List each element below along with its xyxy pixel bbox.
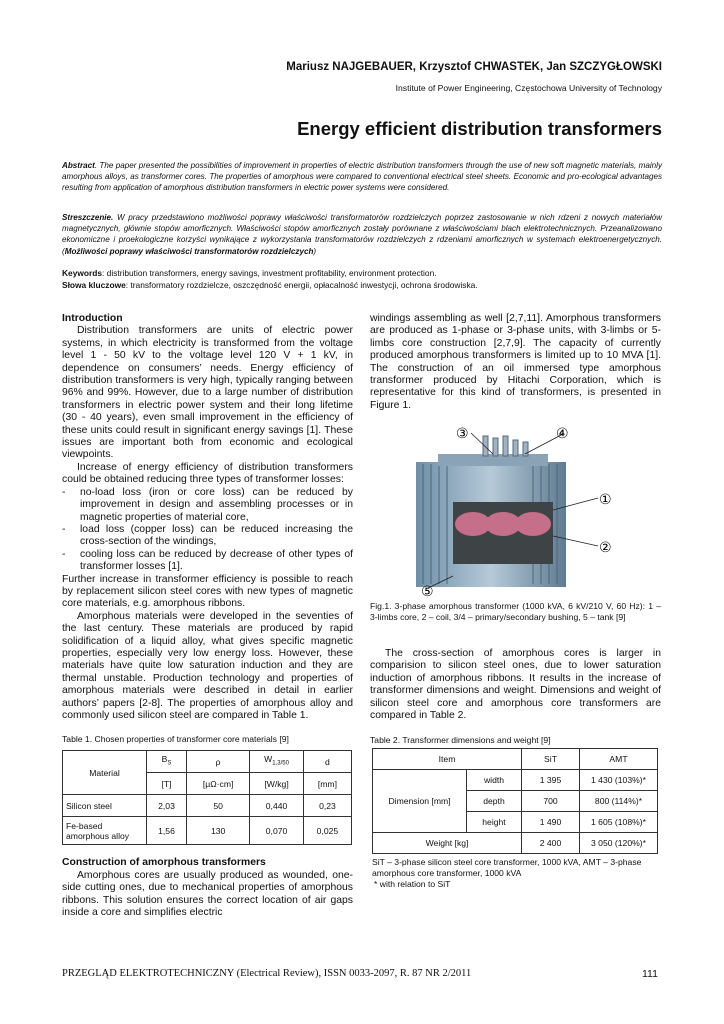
table-cell: Fe-based amorphous alloy — [63, 817, 147, 845]
section-heading-introduction: Introduction — [62, 313, 123, 324]
figure-label-4: ④ — [556, 426, 569, 442]
table-cell: 0,025 — [303, 817, 351, 845]
table-row — [63, 795, 352, 817]
table-header-loss: $W_{1,3/50}$ — [250, 751, 304, 773]
paragraph: The cross-section of amorphous cores is larger in comparision to silicon steel ones, due to lower saturation induction of amorphous ribbons. It results in the increase of transformer dimensions and weight. Dimensions and weight of silicon steel core and amorphous core transformers are compared in Table 2. — [370, 648, 661, 722]
table-cell: depth — [467, 791, 522, 812]
section-heading-construction: Construction of amorphous transformers — [62, 857, 266, 869]
table-row — [373, 833, 658, 854]
keywords-text: : distribution transformers, energy savings, investment profitability, environment protection. — [102, 268, 437, 278]
table-header-item: Item — [373, 749, 522, 770]
streszczenie-close: ) — [313, 246, 317, 256]
paragraph: Distribution transformers are units of electric power systems, in which electricity is transformed from the voltage level 1 - 50 kV to the voltage level 120 V + 1 kV, in dependence on consumers’ needs. Energy efficiency of distribution transformers is very high, typically ranging between 96% and 99%. However, due to a large number of distribution transformers in electric power system and their long lifetime (30 - 40 years), even small improvement in the efficiency of these units could result in significant energy savings [1]. These issues are important both from economic and ecological viewpoints. — [62, 325, 353, 461]
paragraph: windings assembling as well [2,7,11]. Amorphous transformers are produced as 1-phase or 3-phase units, with 3-limbs or 5-limbs core construction [2,7,9]. The capacity of currently produced amorphous transformers is limited up to 10 MVA [1]. The construction of an oil immersed type amorphous transformer produced by Hitachi Corporation, which is representative for this kind of transformers, is presented in Figure 1. — [370, 313, 661, 411]
table-cell: 1 490 — [522, 812, 580, 833]
table-cell-weight: Weight [kg] — [373, 833, 522, 854]
list-item-text: no-load loss (iron or core loss) can be reduced by improvement in design and assembling processes or in magnetic properties of material core, — [80, 486, 353, 523]
table2-caption: Table 2. Transformer dimensions and weight [9] — [370, 735, 551, 745]
streszczenie-label: Streszczenie. — [62, 213, 114, 222]
keywords-en — [62, 268, 662, 280]
table2 — [372, 748, 658, 854]
abstract-polish — [62, 212, 662, 257]
keywords-pl — [62, 280, 662, 292]
figure-caption: Fig.1. 3-phase amorphous transformer (1000 kVA, 6 kV/210 V, 60 Hz): 1 – 3-limbs core, 2 – coil, 3/4 – primary/secondary bushing, 5 – tank [9] — [370, 601, 661, 622]
table-cell: 1 605 (108%)* — [580, 812, 658, 833]
table-header-thickness: d — [303, 751, 351, 773]
table-cell: 700 — [522, 791, 580, 812]
page-number: 111 — [642, 968, 658, 980]
table1-caption: Table 1. Chosen properties of transformer core materials [9] — [62, 734, 289, 745]
dash-marker: - — [62, 486, 66, 498]
figure-label-1: ① — [599, 492, 612, 508]
table-cell: 50 — [187, 795, 250, 817]
table-cell: 0,070 — [250, 817, 304, 845]
table-unit: [W/kg] — [250, 773, 304, 795]
table-cell: 0,440 — [250, 795, 304, 817]
affiliation: Institute of Power Engineering, Częstochowa University of Technology — [395, 83, 662, 93]
table-cell: 3 050 (120%)* — [580, 833, 658, 854]
table-header-rho: ρ — [187, 751, 250, 773]
author-list: Mariusz NAJGEBAUER, Krzysztof CHWASTEK, Jan SZCZYGŁOWSKI — [286, 61, 662, 73]
table-header-amt: AMT — [580, 749, 658, 770]
paragraph: Amorphous materials were developed in the seventies of the last century. These materials are produced by rapid solidification of a liquid alloy, what gives specific magnetic properties, especially very low energy loss. However, these materials have quite low saturation induction and they are thermal unstable. Production technology and properties of amorphous materials were described in detail in earlier authors’ papers [2-8]. The properties of amorphous alloy and commonly used silicon steel are compared in Table 1. — [62, 610, 353, 721]
abstract — [62, 160, 662, 194]
table-cell: 2 400 — [522, 833, 580, 854]
table-unit: [T] — [147, 773, 187, 795]
table1 — [62, 750, 352, 845]
table-cell: 130 — [187, 817, 250, 845]
right-column-continued — [370, 648, 661, 722]
streszczenie-text: W pracy przedstawiono możliwości poprawy właściwości transformatorów rozdzielczych poprzez zastosowanie w nich rdzeni z nowych materiałów magnetycznych, głównie stopów amorficznych. Właściwości stopów amorficznych zostały porównane z właściwościami blach elektrotechnicznych. Przeanalizowano ekonomiczne i proekologiczne korzyści wynikające z wykorzystania transformatorów rozdzielczych z rdzeniami amorficznych w systemach elektroenergetycznych. ( — [62, 213, 662, 256]
list-item — [62, 487, 353, 524]
keywords-label: Keywords — [62, 268, 103, 278]
paragraph: Increase of energy efficiency of distribution transformers could be obtained reducing three types of transformer losses: — [62, 461, 353, 486]
table-cell: 0,23 — [303, 795, 351, 817]
list-item — [62, 524, 353, 549]
figure-label-2: ② — [599, 540, 612, 556]
list-item — [62, 549, 353, 574]
table-header-bs: $B_S$ — [147, 751, 187, 773]
table-cell: height — [467, 812, 522, 833]
keywords-label-pl: Słowa kluczowe — [62, 279, 126, 290]
journal-footer: PRZEGLĄD ELEKTROTECHNICZNY (Electrical Review), ISSN 0033-2097, R. 87 NR 2/2011 — [62, 968, 472, 979]
coil — [515, 512, 551, 536]
table-cell: Silicon steel — [63, 795, 147, 817]
keywords-text-pl: : transformatory rozdzielcze, oszczędność energii, opłacalność inwestycji, ochrona środowiska. — [125, 279, 478, 290]
table2-note: SiT – 3-phase silicon steel core transformer, 1000 kVA, AMT – 3-phase amorphous core transformer, 1000 kVA — [372, 857, 642, 878]
paper-title: Energy efficient distribution transformers — [297, 118, 662, 139]
table-cell: 1 430 (103%)* — [580, 770, 658, 791]
table-unit: [μΩ·cm] — [187, 773, 250, 795]
table-cell-dimension: Dimension [mm] — [373, 770, 467, 833]
paragraph: Further increase in transformer efficiency is possible to reach by replacement silicon steel cores with new types of magnetic core materials, e.g. amorphous ribbons. — [62, 573, 353, 610]
table-header-material: Material — [63, 751, 147, 795]
transformer-figure — [413, 424, 618, 599]
table-cell: 1 395 — [522, 770, 580, 791]
abstract-label: Abstract — [62, 161, 95, 170]
polish-title: Możliwości poprawy właściwości transformatorów rozdzielczych — [64, 246, 314, 256]
abstract-text: . The paper presented the possibilities of improvement in properties of electric distribution transformers through the use of new soft magnetic materials, mainly amorphous alloys, as transformer cores. The properties of amorphous were compared to conventional electrical steel sheets. Economic and pro-ecological advantages resulting from application of amorphous distribution transformers in electric power systems were considered. — [62, 161, 662, 193]
left-column — [62, 313, 353, 919]
right-column — [370, 313, 661, 412]
table-cell: 800 (114%)* — [580, 791, 658, 812]
paragraph: Amorphous cores are usually produced as wounded, one-side cutting ones, due to mechanical properties of amorphous ribbons. This solution ensures the correct location of air gaps inside a core and simplifies electric — [62, 869, 353, 919]
table-row — [63, 817, 352, 845]
figure-label-5: ⑤ — [421, 584, 434, 599]
table-cell: width — [467, 770, 522, 791]
list-item-text: load loss (copper loss) can be reduced increasing the cross-section of the windings, — [80, 523, 353, 548]
dash-marker: - — [62, 523, 66, 535]
table-unit: [mm] — [303, 773, 351, 795]
table-cell: 1,56 — [147, 817, 187, 845]
table-cell: 2,03 — [147, 795, 187, 817]
list-item-text: cooling loss can be reduced by decrease of other types of transformer losses [1]. — [80, 548, 353, 573]
table-header-sit: SiT — [522, 749, 580, 770]
bushings — [483, 436, 528, 456]
table-row — [373, 770, 658, 791]
dash-marker: - — [62, 548, 66, 560]
table2-footnote: * with relation to SiT — [374, 879, 451, 889]
keywords-block — [62, 268, 662, 291]
figure-label-3: ③ — [456, 426, 469, 442]
